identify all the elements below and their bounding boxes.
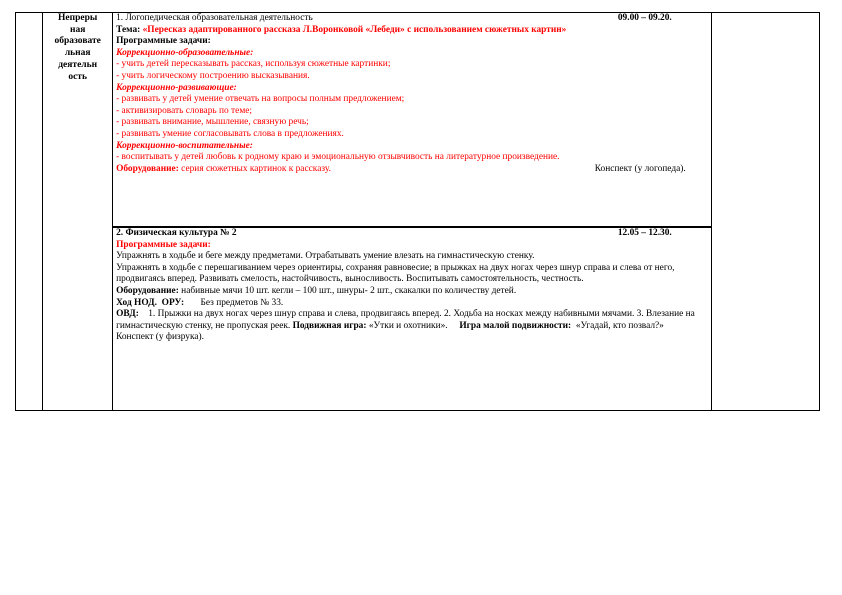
theme-label: Тема:: [116, 24, 141, 35]
section-title-line: деятельн: [58, 59, 98, 70]
course-line: [116, 298, 708, 310]
program-label: Программные задачи:: [116, 36, 211, 47]
list-item: - развивать умение согласовывать слова в предложениях.: [116, 128, 344, 139]
empty-notes-cell: [711, 13, 819, 411]
list-item: - воспитывать у детей любовь к родному краю и эмоциональную отзывчивость на литературное произведение.: [116, 152, 560, 163]
program-label: Программные задачи:: [116, 239, 211, 250]
section-title-line: ная: [69, 24, 86, 35]
small-game-text: «Угадай, кто позвал?»: [575, 320, 664, 331]
game-text: «Утки и охотники».: [368, 320, 448, 331]
table-row: [16, 13, 820, 228]
activity-header: [116, 228, 708, 240]
corr-edu-label: Коррекционно-образовательные:: [116, 47, 254, 58]
activity-title: 2. Физическая культура № 2: [116, 228, 237, 238]
section-title-line: образовате: [54, 36, 101, 47]
task-paragraph: Упражнять в ходьбе и беге между предметами. Отрабатывать умение влезать на гимнастическую стенку.: [116, 251, 535, 262]
ovd-text: 1. Прыжки на двух ногах через шнур справа и слева, продвигаясь вперед. 2. Ходьба на носках между набивными мячами. 3. Влезание на гимнастическую стенку, не пропуская реек.: [116, 309, 695, 331]
conspect-text: Конспект (у физрука).: [116, 332, 205, 343]
list-item: - активизировать словарь по теме;: [116, 105, 253, 116]
equipment-line: [116, 286, 708, 298]
activity-header: [116, 13, 708, 25]
ovd-paragraph: [116, 309, 708, 332]
conspect-text: Конспект (у логопеда).: [594, 163, 686, 174]
section-title-line: ость: [68, 71, 88, 82]
section-title-line: льная: [64, 48, 91, 59]
small-game-label: Игра малой подвижности:: [459, 320, 572, 331]
task-paragraph: Упражнять в ходьбе с перешагиванием через ориентиры, сохраняя равновесие; в прыжках на двух ногах через шнур справа и слева от него, продвигаясь вперед. Развивать смелость, настойчивость, выносливость. Воспитывать самостоятельность, честность.: [116, 262, 675, 285]
activity-time: 09.00 – 09.20.: [617, 13, 672, 23]
list-item: - учить детей пересказывать рассказ, используя сюжетные картинки;: [116, 59, 391, 70]
corr-vos-label: Коррекционно-воспитательные:: [116, 140, 253, 151]
table-row: [16, 227, 820, 411]
list-item: - учить логическому построению высказывания.: [116, 70, 310, 81]
course-label: Ход НОД.: [116, 297, 157, 308]
schedule-table: [15, 12, 820, 411]
theme-line: [116, 25, 708, 37]
activity-title: 1. Логопедическая образовательная деятельность: [116, 13, 313, 23]
list-item: - развивать внимание, мышление, связную речь;: [116, 117, 309, 128]
section-title-line: Непреры: [58, 13, 98, 23]
empty-day-cell: [16, 13, 43, 411]
equipment-text: серия сюжетных картинок к рассказу.: [181, 163, 331, 174]
oru-label: ОРУ:: [161, 297, 185, 308]
equipment-line: [116, 164, 708, 176]
section-title-cell: [43, 13, 113, 411]
equipment-label: Оборудование:: [116, 163, 179, 174]
oru-text: Без предметов № 33.: [200, 297, 284, 308]
equipment-text: набивные мячи 10 шт. кегли – 100 шт., шнуры- 2 шт., скакалки по количеству детей.: [181, 285, 517, 296]
list-item: - развивать у детей умение отвечать на вопросы полным предложением;: [116, 94, 405, 105]
equipment: [116, 164, 331, 176]
physical-education-cell: [113, 227, 712, 411]
game-label: Подвижная игра:: [292, 320, 367, 331]
equipment-label: Оборудование:: [116, 285, 179, 296]
corr-dev-label: Коррекционно-развивающие:: [116, 82, 237, 93]
activity-time: 12.05 – 12.30.: [617, 228, 672, 238]
ovd-label: ОВД:: [116, 309, 139, 320]
speech-therapy-cell: [113, 13, 712, 228]
theme-text: «Пересказ адаптированного рассказа Л.Воронковой «Лебеди» с использованием сюжетных картин»: [142, 24, 567, 35]
